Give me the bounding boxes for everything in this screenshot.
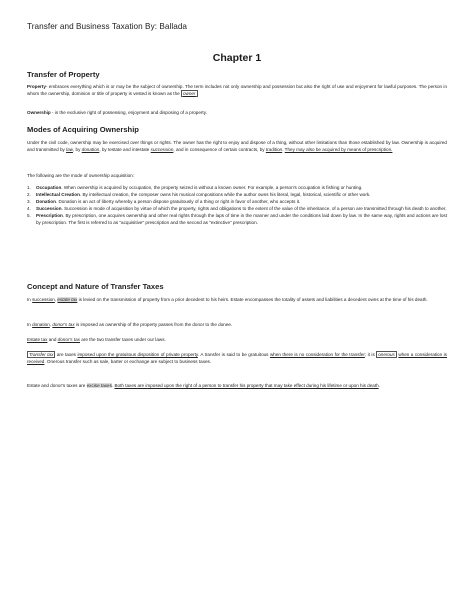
list-item — [27, 199, 447, 206]
chapter-title: Chapter 1 — [212, 52, 262, 64]
p2-b: is imposed as ownership of the property passes from the donor to the donee. — [74, 322, 233, 327]
heading-modes: Modes of Acquiring Ownership — [27, 125, 139, 134]
p2-comma: , — [49, 322, 52, 327]
modes-intro-b: , by testate and intestate — [99, 146, 150, 152]
p3-donors-tax: donor's tax — [57, 337, 80, 342]
list-item-term: Succession — [36, 206, 62, 212]
list-item-term: Donation — [36, 199, 56, 205]
term-property: Property — [27, 84, 46, 89]
term-tradition: tradition — [265, 146, 283, 152]
p2-a: In — [27, 322, 31, 327]
p4-d: . Onerous transfer such as sale, barter or exchange are subject to business taxes. — [44, 358, 212, 364]
paragraph-estate-tax — [27, 297, 447, 304]
term-succession: succession — [150, 146, 174, 152]
running-header: Transfer and Business Taxation By: Ballada — [27, 22, 188, 31]
paragraph-donors-tax — [27, 322, 447, 329]
p1-b: is levied on the transmission of property from a prior decedent to his heirs. Estate encompasses the totality of assets and liabilities a decedent owns at the time of his death. — [77, 297, 428, 302]
p1-comma: , — [54, 297, 57, 302]
list-item-number: 5. — [27, 213, 31, 219]
p4-imposed: imposed upon the gratuitous disposition of private property — [77, 352, 198, 357]
paragraph-two-taxes — [27, 337, 447, 344]
modes-list — [27, 185, 447, 227]
paragraph-excise — [27, 383, 447, 390]
modes-intro-c: , and in consequence of certain contracts, by — [173, 146, 265, 152]
ownership-definition: - is the exclusive right of possessing, enjoyment and disposing of a property. — [50, 110, 207, 115]
list-item-number: 3. — [27, 199, 31, 205]
p2-donation: donation — [32, 322, 50, 327]
paragraph-modes-intro — [27, 140, 447, 153]
list-item — [27, 192, 447, 199]
p4-c: ; it is — [364, 352, 375, 357]
p4-transfer-tax: Transfer tax — [29, 352, 54, 357]
p3-estate-tax: Estate tax — [27, 337, 48, 342]
term-donation: donation — [81, 146, 100, 152]
p2-donors-tax: donor's tax — [52, 322, 75, 327]
paragraph-following: The following are the mode of ownership acquisition: — [27, 173, 134, 178]
list-item-number: 4. — [27, 206, 31, 212]
list-item-text: . By prescription, one acquires ownership and other real rights through the laps of time in the manner and under the conditions laid down by law. In the same way, rights and actions are lost by prescription. The first is referred to as "acquisitive" prescription and the second as "extinctive" prescription. — [36, 213, 447, 225]
paragraph-ownership — [27, 110, 447, 117]
p3-and: and — [47, 337, 58, 342]
p5-excise-taxes: excise taxes — [86, 383, 112, 388]
term-owner: owner — [182, 90, 196, 96]
list-item-number: 1. — [27, 185, 31, 190]
heading-concept: Concept and Nature of Transfer Taxes — [27, 282, 164, 291]
list-item — [27, 206, 447, 213]
p4-when: when there is no consideration for the transfer — [269, 352, 365, 357]
list-item — [27, 213, 447, 226]
list-item-text: . When ownership is acquired by occupation, the property seized is without a known owner. For example, a person's occupation is fishing or hunting. — [61, 185, 363, 190]
list-item-number: 2. — [27, 192, 31, 198]
p4-onerous: onerous — [378, 352, 395, 357]
p3-b: are the two transfer taxes under our laws. — [79, 337, 166, 342]
paragraph-transfer-tax — [27, 352, 447, 365]
modes-intro-d: . — [282, 146, 284, 152]
p5-both: Both taxes are imposed upon the right of a person to transfer his property that may take effect during his lifetime or upon his death — [114, 383, 379, 388]
p4-when2: when a consideration is received — [27, 352, 447, 364]
p4-b: . A transfer is said to be gratuitous — [197, 352, 269, 357]
heading-transfer-of-property: Transfer of Property — [27, 70, 100, 79]
property-definition: - embraces everything which is or may be the subject of ownership. The term includes not only ownership and possession but also the right of use and enjoyment for lawful purposes. The person in whom the ownership, dominion or title of property is vested is known as the — [27, 84, 447, 96]
modes-intro-a: Under the civil code, ownership may be exercised over things or rights. The owner has the right to enjoy and dispose of a thing, without other limitations than those established by law. Ownership is acquired and transmitted by — [27, 140, 447, 152]
p1-succession: succession — [32, 297, 55, 302]
p4-a: are taxes — [55, 352, 76, 357]
prescription-line: They may also be acquired by means of prescription. — [284, 146, 393, 152]
term-law: law — [66, 146, 73, 152]
list-item-term: Intellectual Creation — [36, 192, 80, 198]
paragraph-property — [27, 84, 447, 97]
list-item — [27, 185, 447, 192]
list-item-term: Prescription — [36, 213, 63, 219]
p1-a: In — [27, 297, 31, 302]
list-item-text: . Succession is mode of acquisition by virtue of which the property, rights and obligations to the extent of the value of the inheritance, of a person are transmitted through his death to another. — [61, 206, 447, 212]
list-item-term: Occupation — [36, 185, 62, 190]
list-item-text: . By intellectual creation, the composer owns his musical compositions while the author owns his literal, legal, historical, scientific or other work. — [79, 192, 371, 198]
p5-b: . — [111, 383, 114, 388]
p1-estate-tax: estate tax — [57, 297, 78, 302]
p5-a: Estate and donor's taxes are — [27, 383, 86, 388]
modes-sep1: , by — [72, 146, 81, 152]
p5-c: . — [378, 383, 380, 388]
list-item-text: . Donation is an act of liberty whereby a person dispose gratuitously of a thing or right in favor of another, who accepts it. — [55, 199, 301, 205]
term-ownership: Ownership — [27, 110, 51, 115]
